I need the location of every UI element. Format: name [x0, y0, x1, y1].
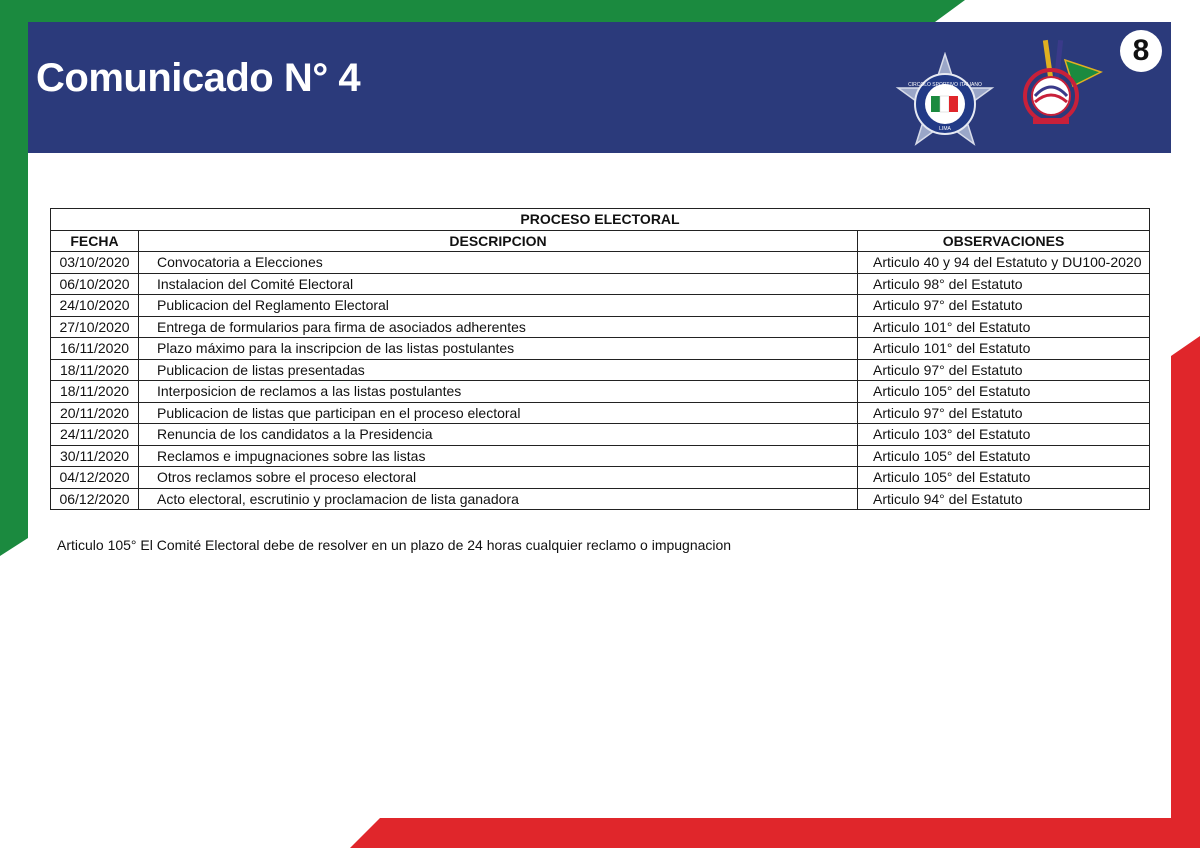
table-row	[51, 273, 1150, 295]
table-row	[51, 359, 1150, 381]
page-title: Comunicado N° 4	[36, 56, 361, 100]
table-row	[51, 445, 1150, 467]
cell-observaciones: Articulo 101° del Estatuto	[858, 338, 1150, 360]
cell-descripcion: Interposicion de reclamos a las listas postulantes	[139, 381, 858, 403]
cell-fecha: 24/10/2020	[51, 295, 139, 317]
cell-fecha: 04/12/2020	[51, 467, 139, 489]
cell-observaciones: Articulo 97° del Estatuto	[858, 359, 1150, 381]
cell-observaciones: Articulo 105° del Estatuto	[858, 467, 1150, 489]
cell-descripcion: Renuncia de los candidatos a la Presidencia	[139, 424, 858, 446]
cell-fecha: 03/10/2020	[51, 252, 139, 274]
table-row	[51, 295, 1150, 317]
table-row	[51, 488, 1150, 510]
cell-observaciones: Articulo 98° del Estatuto	[858, 273, 1150, 295]
club-seal-logo	[895, 52, 995, 152]
cell-fecha: 18/11/2020	[51, 359, 139, 381]
table-row	[51, 338, 1150, 360]
cell-fecha: 30/11/2020	[51, 445, 139, 467]
cell-observaciones: Articulo 103° del Estatuto	[858, 424, 1150, 446]
header-banner	[28, 22, 1171, 153]
table-title: PROCESO ELECTORAL	[51, 209, 1150, 231]
rowing-club-logo	[1013, 38, 1108, 138]
cell-observaciones: Articulo 105° del Estatuto	[858, 381, 1150, 403]
cell-descripcion: Otros reclamos sobre el proceso electoral	[139, 467, 858, 489]
table-header-row	[51, 230, 1150, 252]
electoral-process-table	[50, 208, 1150, 510]
cell-descripcion: Publicacion de listas que participan en el proceso electoral	[139, 402, 858, 424]
cell-fecha: 18/11/2020	[51, 381, 139, 403]
cell-descripcion: Acto electoral, escrutinio y proclamacion de lista ganadora	[139, 488, 858, 510]
seal-text-top: CIRCOLO SPORTIVO ITALIANO	[908, 82, 982, 88]
table-row	[51, 467, 1150, 489]
cell-descripcion: Entrega de formularios para firma de asociados adherentes	[139, 316, 858, 338]
cell-descripcion: Reclamos e impugnaciones sobre las listas	[139, 445, 858, 467]
col-header-descripcion: DESCRIPCION	[139, 230, 858, 252]
footnote: Articulo 105° El Comité Electoral debe de resolver en un plazo de 24 horas cualquier reclamo o impugnacion	[57, 537, 732, 553]
cell-observaciones: Articulo 101° del Estatuto	[858, 316, 1150, 338]
cell-fecha: 06/12/2020	[51, 488, 139, 510]
cell-fecha: 06/10/2020	[51, 273, 139, 295]
cell-descripcion: Publicacion de listas presentadas	[139, 359, 858, 381]
table-row	[51, 402, 1150, 424]
col-header-observaciones: OBSERVACIONES	[858, 230, 1150, 252]
table-row	[51, 252, 1150, 274]
cell-fecha: 20/11/2020	[51, 402, 139, 424]
cell-fecha: 27/10/2020	[51, 316, 139, 338]
cell-observaciones: Articulo 97° del Estatuto	[858, 402, 1150, 424]
cell-descripcion: Instalacion del Comité Electoral	[139, 273, 858, 295]
col-header-fecha: FECHA	[51, 230, 139, 252]
seal-text-bottom: LIMA	[939, 126, 951, 132]
table-row	[51, 424, 1150, 446]
cell-observaciones: Articulo 97° del Estatuto	[858, 295, 1150, 317]
table-title-row	[51, 209, 1150, 231]
table-row	[51, 381, 1150, 403]
cell-fecha: 24/11/2020	[51, 424, 139, 446]
cell-descripcion: Convocatoria a Elecciones	[139, 252, 858, 274]
cell-fecha: 16/11/2020	[51, 338, 139, 360]
page-number-badge: 8	[1120, 30, 1162, 72]
cell-observaciones: Articulo 105° del Estatuto	[858, 445, 1150, 467]
cell-observaciones: Articulo 94° del Estatuto	[858, 488, 1150, 510]
cell-observaciones: Articulo 40 y 94 del Estatuto y DU100-2020	[858, 252, 1150, 274]
cell-descripcion: Plazo máximo para la inscripcion de las listas postulantes	[139, 338, 858, 360]
cell-descripcion: Publicacion del Reglamento Electoral	[139, 295, 858, 317]
table-row	[51, 316, 1150, 338]
